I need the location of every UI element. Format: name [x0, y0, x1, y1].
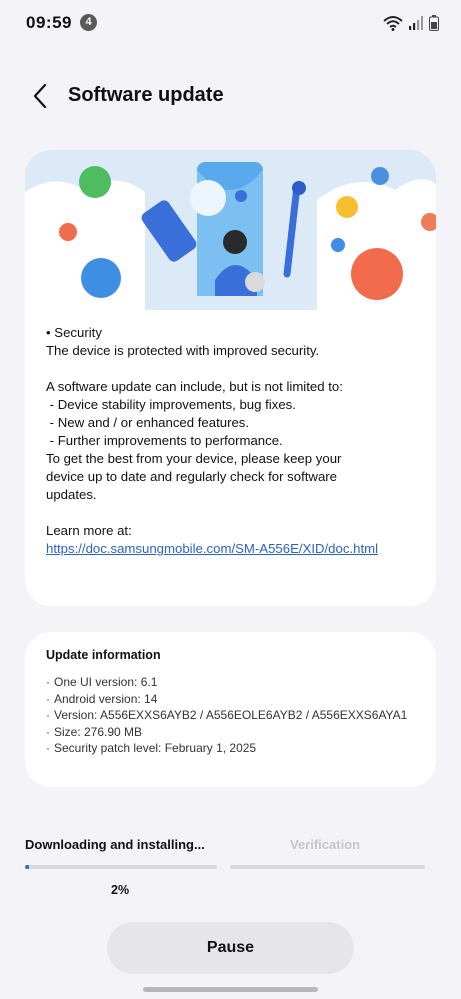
notification-count-badge: 4: [80, 14, 97, 31]
verification-progress-bar: [230, 865, 425, 869]
info-item: · Android version: 14: [46, 691, 158, 706]
info-item-text: Security patch level: February 1, 2025: [54, 741, 257, 755]
chevron-left-icon: [32, 83, 48, 109]
info-item-text: Android version: 14: [54, 691, 158, 706]
update-info-card: [25, 632, 436, 787]
status-icons: [383, 14, 439, 32]
info-item-text: One UI version: 6.1: [54, 675, 158, 689]
info-item-text: Version: A556EXXS6AYB2 / A556EOLE6AYB2 / A556EXXS6AYA1: [54, 708, 408, 722]
release-notes-text: [46, 324, 424, 558]
status-time: 09:59: [26, 13, 72, 32]
back-button[interactable]: [26, 80, 54, 112]
info-item: · Version: A556EXXS6AYB2 / A556EOLE6AYB2 / A556EXXS6AYA1: [46, 708, 408, 722]
download-progress-bar: [25, 865, 217, 869]
info-item: · One UI version: 6.1: [46, 675, 158, 689]
page-title: Software update: [68, 84, 224, 106]
release-notes-card: [25, 150, 436, 606]
verification-step-label: Verification: [290, 837, 361, 852]
notes-gap: [46, 504, 424, 522]
notes-line: - Further improvements to performance.: [46, 433, 283, 448]
download-progress-fill: [25, 865, 29, 869]
header: [0, 76, 461, 116]
learn-more-link[interactable]: https://doc.samsungmobile.com/SM-A556E/XID/doc.html: [46, 541, 379, 556]
update-info-list: [46, 674, 426, 757]
info-item-text: Size: 276.90 MB: [54, 724, 143, 739]
notes-line: • Security: [46, 325, 102, 340]
notes-line: - Device stability improvements, bug fixes.: [46, 397, 296, 412]
notes-gap: [46, 360, 424, 378]
wifi-icon: [383, 15, 403, 31]
pause-button[interactable]: Pause: [107, 922, 354, 974]
progress-percent: 2%: [111, 883, 130, 897]
status-bar: [0, 0, 461, 44]
notes-line: - New and / or enhanced features.: [46, 415, 250, 430]
notes-line: device up to date and regularly check for software: [46, 469, 338, 484]
battery-icon: [429, 15, 439, 31]
home-indicator: [143, 987, 318, 992]
signal-icon: [409, 16, 423, 30]
update-info-title: Update information: [46, 648, 161, 662]
update-illustration: [25, 150, 436, 310]
update-progress: [25, 832, 425, 902]
notes-line: To get the best from your device, please keep your: [46, 451, 342, 466]
info-item: · Security patch level: February 1, 2025: [46, 741, 257, 755]
notes-line: A software update can include, but is not limited to:: [46, 379, 343, 394]
info-item: · Size: 276.90 MB: [46, 724, 143, 739]
notes-line: updates.: [46, 487, 97, 502]
notes-line: The device is protected with improved security.: [46, 343, 320, 358]
download-step-label: Downloading and installing...: [25, 837, 205, 852]
learn-more-label: Learn more at:: [46, 523, 132, 538]
